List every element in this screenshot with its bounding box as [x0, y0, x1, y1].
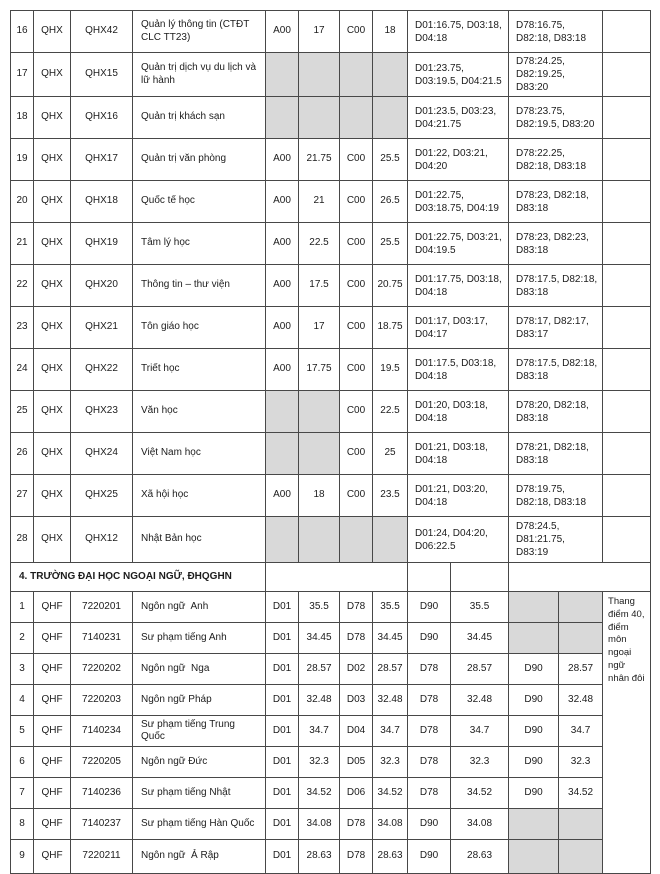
- table-row: [11, 53, 651, 97]
- block-code-cell: A00: [266, 181, 299, 223]
- block-score-cell: 19.5: [373, 349, 408, 391]
- block-code-cell: D90: [509, 778, 559, 809]
- block-score-cell: 32.48: [373, 685, 408, 716]
- empty-cell: [603, 349, 651, 391]
- block-score-cell: 34.7: [559, 716, 603, 747]
- row-number-cell: 22: [11, 265, 34, 307]
- d01-group-scores-cell: D01:23.75, D03:19.5, D04:21.5: [408, 53, 509, 97]
- block-code-cell: C00: [340, 349, 373, 391]
- university-code-cell: QHX: [34, 11, 71, 53]
- table-row: [11, 307, 651, 349]
- block-code-cell: A00: [266, 11, 299, 53]
- program-name-cell: Sư phạm tiếng Nhật: [133, 778, 266, 809]
- block-code-cell: C00: [340, 307, 373, 349]
- block-score-cell: 34.52: [451, 778, 509, 809]
- block-code-cell: D03: [340, 685, 373, 716]
- program-name-cell: Xã hội học: [133, 475, 266, 517]
- block-score-cell: [373, 53, 408, 97]
- block-score-cell: [559, 840, 603, 874]
- program-code-cell: QHX12: [71, 517, 133, 563]
- table-row: [11, 139, 651, 181]
- university-code-cell: QHF: [34, 809, 71, 840]
- block-score-cell: 23.5: [373, 475, 408, 517]
- program-code-cell: QHX16: [71, 97, 133, 139]
- program-code-cell: QHX15: [71, 53, 133, 97]
- empty-cell: [509, 563, 651, 592]
- program-code-cell: 7220211: [71, 840, 133, 874]
- row-number-cell: 28: [11, 517, 34, 563]
- program-code-cell: 7140237: [71, 809, 133, 840]
- block-score-cell: [299, 53, 340, 97]
- block-code-cell: D01: [266, 685, 299, 716]
- d78-group-scores-cell: D78:20, D82:18, D83:18: [509, 391, 603, 433]
- table-row: [11, 809, 651, 840]
- block-score-cell: 28.57: [559, 654, 603, 685]
- program-name-cell: Ngôn ngữ Đức: [133, 747, 266, 778]
- block-code-cell: D01: [266, 654, 299, 685]
- block-score-cell: [559, 592, 603, 623]
- row-number-cell: 17: [11, 53, 34, 97]
- row-number-cell: 9: [11, 840, 34, 874]
- program-name-cell: Sư phạm tiếng Anh: [133, 623, 266, 654]
- university-code-cell: QHX: [34, 181, 71, 223]
- block-code-cell: D05: [340, 747, 373, 778]
- block-code-cell: D90: [509, 747, 559, 778]
- block-score-cell: 34.45: [451, 623, 509, 654]
- block-code-cell: [340, 517, 373, 563]
- table-row: [11, 747, 651, 778]
- section-title: 4. TRƯỜNG ĐẠI HỌC NGOẠI NGỮ, ĐHQGHN: [11, 563, 266, 592]
- row-number-cell: 8: [11, 809, 34, 840]
- program-code-cell: QHX19: [71, 223, 133, 265]
- block-code-cell: C00: [340, 139, 373, 181]
- block-score-cell: 25.5: [373, 139, 408, 181]
- row-number-cell: 4: [11, 685, 34, 716]
- university-code-cell: QHX: [34, 307, 71, 349]
- d78-group-scores-cell: D78:19.75, D82:18, D83:18: [509, 475, 603, 517]
- block-score-cell: 35.5: [299, 592, 340, 623]
- row-number-cell: 23: [11, 307, 34, 349]
- block-code-cell: D78: [408, 778, 451, 809]
- block-score-cell: 34.52: [299, 778, 340, 809]
- program-code-cell: QHX18: [71, 181, 133, 223]
- block-code-cell: [266, 433, 299, 475]
- d78-group-scores-cell: D78:17, D82:17, D83:17: [509, 307, 603, 349]
- table-row: [11, 517, 651, 563]
- row-number-cell: 27: [11, 475, 34, 517]
- empty-cell: [603, 181, 651, 223]
- block-code-cell: D78: [340, 840, 373, 874]
- university-code-cell: QHX: [34, 139, 71, 181]
- university-code-cell: QHF: [34, 592, 71, 623]
- block-score-cell: 20.75: [373, 265, 408, 307]
- block-code-cell: C00: [340, 11, 373, 53]
- block-code-cell: C00: [340, 475, 373, 517]
- d78-group-scores-cell: D78:17.5, D82:18, D83:18: [509, 265, 603, 307]
- university-code-cell: QHX: [34, 349, 71, 391]
- row-number-cell: 1: [11, 592, 34, 623]
- block-code-cell: D01: [266, 809, 299, 840]
- university-code-cell: QHF: [34, 747, 71, 778]
- block-code-cell: D78: [340, 809, 373, 840]
- program-code-cell: 7140231: [71, 623, 133, 654]
- empty-cell: [603, 517, 651, 563]
- block-code-cell: [509, 840, 559, 874]
- block-code-cell: [266, 97, 299, 139]
- program-name-cell: Ngôn ngữ Anh: [133, 592, 266, 623]
- row-number-cell: 24: [11, 349, 34, 391]
- program-name-cell: Quản trị dịch vụ du lịch và lữ hành: [133, 53, 266, 97]
- block-code-cell: D78: [408, 747, 451, 778]
- block-code-cell: D78: [408, 685, 451, 716]
- d78-group-scores-cell: D78:23.75, D82:19.5, D83:20: [509, 97, 603, 139]
- block-score-cell: 32.48: [299, 685, 340, 716]
- table-row: [11, 623, 651, 654]
- row-number-cell: 20: [11, 181, 34, 223]
- d01-group-scores-cell: D01:17, D03:17, D04:17: [408, 307, 509, 349]
- table-row: [11, 97, 651, 139]
- university-code-cell: QHX: [34, 265, 71, 307]
- university-code-cell: QHX: [34, 53, 71, 97]
- block-score-cell: 34.52: [559, 778, 603, 809]
- d01-group-scores-cell: D01:16.75, D03:18, D04:18: [408, 11, 509, 53]
- block-score-cell: [373, 97, 408, 139]
- block-score-cell: 28.63: [299, 840, 340, 874]
- program-name-cell: Tôn giáo học: [133, 307, 266, 349]
- table-row: [11, 223, 651, 265]
- block-score-cell: 32.48: [451, 685, 509, 716]
- d01-group-scores-cell: D01:23.5, D03:23, D04:21.75: [408, 97, 509, 139]
- block-score-cell: [373, 517, 408, 563]
- university-code-cell: QHX: [34, 391, 71, 433]
- program-name-cell: Sư phạm tiếng Trung Quốc: [133, 716, 266, 747]
- block-code-cell: [340, 97, 373, 139]
- block-score-cell: 17: [299, 307, 340, 349]
- program-name-cell: Nhật Bản học: [133, 517, 266, 563]
- table-row: [11, 265, 651, 307]
- table-row: [11, 433, 651, 475]
- block-score-cell: 22.5: [373, 391, 408, 433]
- block-score-cell: 32.3: [559, 747, 603, 778]
- block-code-cell: D90: [408, 840, 451, 874]
- table-row: [11, 654, 651, 685]
- block-code-cell: D01: [266, 716, 299, 747]
- block-code-cell: C00: [340, 265, 373, 307]
- program-code-cell: 7140236: [71, 778, 133, 809]
- university-code-cell: QHX: [34, 433, 71, 475]
- block-code-cell: D90: [509, 685, 559, 716]
- block-score-cell: 32.3: [299, 747, 340, 778]
- block-score-cell: 17.5: [299, 265, 340, 307]
- d01-group-scores-cell: D01:17.75, D03:18, D04:18: [408, 265, 509, 307]
- d78-group-scores-cell: D78:22.25, D82:18, D83:18: [509, 139, 603, 181]
- program-code-cell: 7220201: [71, 592, 133, 623]
- row-number-cell: 21: [11, 223, 34, 265]
- block-score-cell: 25: [373, 433, 408, 475]
- block-score-cell: 21: [299, 181, 340, 223]
- block-score-cell: 28.57: [373, 654, 408, 685]
- program-name-cell: Ngôn ngữ Pháp: [133, 685, 266, 716]
- program-code-cell: 7220205: [71, 747, 133, 778]
- block-score-cell: 18: [373, 11, 408, 53]
- program-name-cell: Văn học: [133, 391, 266, 433]
- program-name-cell: Sư phạm tiếng Hàn Quốc: [133, 809, 266, 840]
- block-score-cell: 32.48: [559, 685, 603, 716]
- d78-group-scores-cell: D78:21, D82:18, D83:18: [509, 433, 603, 475]
- program-name-cell: Thông tin – thư viện: [133, 265, 266, 307]
- grade-scale-note-cell: Thang điểm 40, điểm môn ngoại ngữ nhân đôi: [603, 592, 651, 874]
- block-score-cell: [299, 433, 340, 475]
- d78-group-scores-cell: D78:24.5, D81:21.75, D83:19: [509, 517, 603, 563]
- block-code-cell: C00: [340, 181, 373, 223]
- program-name-cell: Việt Nam học: [133, 433, 266, 475]
- empty-cell: [408, 563, 451, 592]
- block-code-cell: D90: [408, 809, 451, 840]
- row-number-cell: 2: [11, 623, 34, 654]
- empty-cell: [266, 563, 408, 592]
- d78-group-scores-cell: D78:24.25, D82:19.25, D83:20: [509, 53, 603, 97]
- block-score-cell: 34.7: [451, 716, 509, 747]
- empty-cell: [603, 53, 651, 97]
- university-code-cell: QHF: [34, 716, 71, 747]
- table-row: [11, 778, 651, 809]
- block-code-cell: D01: [266, 592, 299, 623]
- table-row: [11, 11, 651, 53]
- table-row: [11, 475, 651, 517]
- empty-cell: [451, 563, 509, 592]
- block-code-cell: D78: [408, 716, 451, 747]
- program-code-cell: QHX42: [71, 11, 133, 53]
- row-number-cell: 18: [11, 97, 34, 139]
- block-score-cell: [559, 809, 603, 840]
- row-number-cell: 25: [11, 391, 34, 433]
- university-code-cell: QHX: [34, 475, 71, 517]
- block-code-cell: [509, 623, 559, 654]
- program-code-cell: QHX22: [71, 349, 133, 391]
- block-score-cell: 34.08: [451, 809, 509, 840]
- block-score-cell: 22.5: [299, 223, 340, 265]
- block-score-cell: 28.57: [299, 654, 340, 685]
- table-row: [11, 685, 651, 716]
- block-score-cell: 34.7: [373, 716, 408, 747]
- table-row: [11, 349, 651, 391]
- university-code-cell: QHF: [34, 840, 71, 874]
- block-code-cell: D04: [340, 716, 373, 747]
- program-code-cell: QHX23: [71, 391, 133, 433]
- empty-cell: [603, 433, 651, 475]
- d01-group-scores-cell: D01:17.5, D03:18, D04:18: [408, 349, 509, 391]
- program-code-cell: 7220203: [71, 685, 133, 716]
- block-code-cell: D90: [408, 592, 451, 623]
- d01-group-scores-cell: D01:22.75, D03:18.75, D04:19: [408, 181, 509, 223]
- row-number-cell: 26: [11, 433, 34, 475]
- block-score-cell: 18: [299, 475, 340, 517]
- block-score-cell: 18.75: [373, 307, 408, 349]
- block-code-cell: [340, 53, 373, 97]
- university-code-cell: QHX: [34, 223, 71, 265]
- d01-group-scores-cell: D01:21, D03:20, D04:18: [408, 475, 509, 517]
- row-number-cell: 7: [11, 778, 34, 809]
- block-code-cell: A00: [266, 139, 299, 181]
- table-row: [11, 716, 651, 747]
- d78-group-scores-cell: D78:23, D82:23, D83:18: [509, 223, 603, 265]
- program-code-cell: 7140234: [71, 716, 133, 747]
- program-name-cell: Ngôn ngữ Ả Rập: [133, 840, 266, 874]
- program-name-cell: Quản lý thông tin (CTĐT CLC TT23): [133, 11, 266, 53]
- block-score-cell: [559, 623, 603, 654]
- empty-cell: [603, 11, 651, 53]
- empty-cell: [603, 265, 651, 307]
- d78-group-scores-cell: D78:16.75, D82:18, D83:18: [509, 11, 603, 53]
- section-header-row: [11, 563, 651, 592]
- block-score-cell: 32.3: [373, 747, 408, 778]
- block-score-cell: 34.08: [373, 809, 408, 840]
- university-code-cell: QHF: [34, 685, 71, 716]
- qhf-scores-table: [10, 562, 651, 874]
- block-score-cell: 28.57: [451, 654, 509, 685]
- program-code-cell: 7220202: [71, 654, 133, 685]
- block-code-cell: [266, 517, 299, 563]
- block-code-cell: D02: [340, 654, 373, 685]
- program-code-cell: QHX20: [71, 265, 133, 307]
- d78-group-scores-cell: D78:17.5, D82:18, D83:18: [509, 349, 603, 391]
- block-score-cell: [299, 391, 340, 433]
- block-code-cell: A00: [266, 349, 299, 391]
- block-score-cell: [299, 97, 340, 139]
- d01-group-scores-cell: D01:20, D03:18, D04:18: [408, 391, 509, 433]
- program-code-cell: QHX25: [71, 475, 133, 517]
- block-score-cell: 34.08: [299, 809, 340, 840]
- empty-cell: [603, 307, 651, 349]
- empty-cell: [603, 139, 651, 181]
- program-code-cell: QHX24: [71, 433, 133, 475]
- program-name-cell: Triết học: [133, 349, 266, 391]
- block-code-cell: A00: [266, 223, 299, 265]
- block-score-cell: 34.52: [373, 778, 408, 809]
- block-code-cell: C00: [340, 433, 373, 475]
- university-code-cell: QHF: [34, 654, 71, 685]
- row-number-cell: 3: [11, 654, 34, 685]
- program-code-cell: QHX17: [71, 139, 133, 181]
- program-name-cell: Tâm lý học: [133, 223, 266, 265]
- block-score-cell: 17: [299, 11, 340, 53]
- row-number-cell: 6: [11, 747, 34, 778]
- block-code-cell: [266, 53, 299, 97]
- block-score-cell: 35.5: [451, 592, 509, 623]
- empty-cell: [603, 223, 651, 265]
- university-code-cell: QHF: [34, 778, 71, 809]
- table-row: [11, 840, 651, 874]
- block-code-cell: [266, 391, 299, 433]
- block-code-cell: D90: [408, 623, 451, 654]
- table-row: [11, 391, 651, 433]
- block-code-cell: D90: [509, 716, 559, 747]
- block-code-cell: D78: [340, 623, 373, 654]
- row-number-cell: 19: [11, 139, 34, 181]
- block-score-cell: 28.63: [373, 840, 408, 874]
- block-code-cell: D01: [266, 840, 299, 874]
- block-score-cell: 28.63: [451, 840, 509, 874]
- block-score-cell: 17.75: [299, 349, 340, 391]
- block-code-cell: D01: [266, 778, 299, 809]
- d01-group-scores-cell: D01:22, D03:21, D04:20: [408, 139, 509, 181]
- block-code-cell: A00: [266, 265, 299, 307]
- block-score-cell: 32.3: [451, 747, 509, 778]
- block-score-cell: 21.75: [299, 139, 340, 181]
- block-score-cell: 34.7: [299, 716, 340, 747]
- table-row: [11, 592, 651, 623]
- table-row: [11, 181, 651, 223]
- block-code-cell: D78: [408, 654, 451, 685]
- d01-group-scores-cell: D01:22.75, D03:21, D04:19.5: [408, 223, 509, 265]
- row-number-cell: 16: [11, 11, 34, 53]
- block-score-cell: 34.45: [299, 623, 340, 654]
- block-code-cell: A00: [266, 475, 299, 517]
- block-code-cell: D01: [266, 747, 299, 778]
- program-name-cell: Quốc tế học: [133, 181, 266, 223]
- row-number-cell: 5: [11, 716, 34, 747]
- d78-group-scores-cell: D78:23, D82:18, D83:18: [509, 181, 603, 223]
- block-score-cell: 25.5: [373, 223, 408, 265]
- program-code-cell: QHX21: [71, 307, 133, 349]
- empty-cell: [603, 475, 651, 517]
- empty-cell: [603, 97, 651, 139]
- program-name-cell: Ngôn ngữ Nga: [133, 654, 266, 685]
- university-code-cell: QHX: [34, 97, 71, 139]
- block-score-cell: 34.45: [373, 623, 408, 654]
- block-code-cell: [509, 809, 559, 840]
- d01-group-scores-cell: D01:21, D03:18, D04:18: [408, 433, 509, 475]
- program-name-cell: Quản trị khách sạn: [133, 97, 266, 139]
- block-code-cell: A00: [266, 307, 299, 349]
- university-code-cell: QHX: [34, 517, 71, 563]
- block-code-cell: [509, 592, 559, 623]
- block-code-cell: C00: [340, 391, 373, 433]
- block-code-cell: D78: [340, 592, 373, 623]
- block-score-cell: 26.5: [373, 181, 408, 223]
- block-score-cell: 35.5: [373, 592, 408, 623]
- block-score-cell: [299, 517, 340, 563]
- block-code-cell: C00: [340, 223, 373, 265]
- block-code-cell: D01: [266, 623, 299, 654]
- d01-group-scores-cell: D01:24, D04:20, D06:22.5: [408, 517, 509, 563]
- empty-cell: [603, 391, 651, 433]
- qhx-scores-table: [10, 10, 651, 563]
- program-name-cell: Quản trị văn phòng: [133, 139, 266, 181]
- block-code-cell: D06: [340, 778, 373, 809]
- block-code-cell: D90: [509, 654, 559, 685]
- university-code-cell: QHF: [34, 623, 71, 654]
